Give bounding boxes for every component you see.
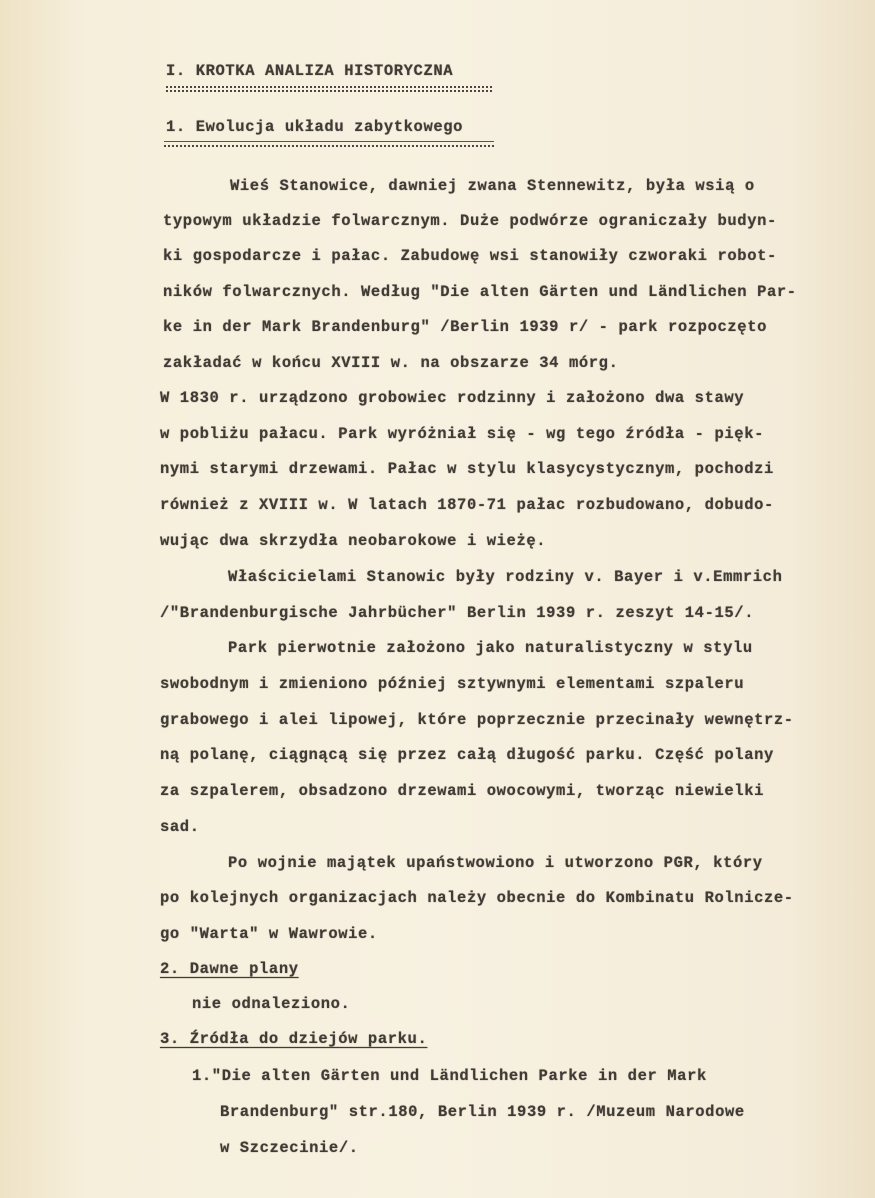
paragraph-line: w pobliżu pałacu. Park wyróżniał się - wg tego źródła - pięk- <box>160 425 764 443</box>
paragraph-line: Właścicielami Stanowic były rodziny v. Bayer i v.Emmrich <box>228 568 783 586</box>
paragraph-line: również z XVIII w. W latach 1870-71 pałac rozbudowano, dobudo- <box>160 496 774 514</box>
paragraph-line: Po wojnie majątek upaństwowiono i utworzono PGR, który <box>228 854 763 872</box>
chapter-heading-double-underline <box>166 90 492 92</box>
chapter-heading: I. KROTKA ANALIZA HISTORYCZNA <box>166 62 454 80</box>
paragraph-line: sad. <box>160 818 200 836</box>
section-heading-3: 3. Źródła do dziejów parku. <box>160 1030 428 1048</box>
source-line: 1."Die alten Gärten und Ländlichen Parke in der Mark <box>192 1067 707 1085</box>
paragraph-line: zakładać w końcu XVIII w. na obszarze 34 mórg. <box>163 354 619 372</box>
paragraph-line: za szpalerem, obsadzono drzewami owocowymi, tworząc niewielki <box>160 782 764 800</box>
paragraph-line: go "Warta" w Wawrowie. <box>160 925 378 943</box>
section-heading: 1. Ewolucja układu zabytkowego <box>166 118 464 136</box>
paragraph-line: swobodnym i zmieniono później sztywnymi elementami szpaleru <box>160 675 745 693</box>
section-heading-underline <box>164 141 494 142</box>
paragraph-line: /"Brandenburgische Jahrbücher" Berlin 1939 r. zeszyt 14-15/. <box>160 604 755 622</box>
paragraph-line: wując dwa skrzydła neobarokowe i wieżę. <box>160 532 547 550</box>
section-heading-underline <box>164 145 494 147</box>
paragraph-line: Park pierwotnie założono jako naturalistyczny w stylu <box>228 639 753 657</box>
paragraph-line: po kolejnych organizacjach należy obecnie do Kombinatu Rolnicze- <box>160 889 794 907</box>
paragraph-line: Wieś Stanowice, dawniej zwana Stennewitz, była wsią o <box>230 177 755 195</box>
paragraph-line: W 1830 r. urządzono grobowiec rodzinny i założono dwa stawy <box>160 389 745 407</box>
paragraph-line: nie odnaleziono. <box>192 995 351 1013</box>
source-line: w Szczecinie/. <box>220 1139 359 1157</box>
paragraph-line: nymi starymi drzewami. Pałac w stylu klasycystycznym, pochodzi <box>160 460 774 478</box>
paragraph-line: typowym układzie folwarcznym. Duże podwórze ograniczały budyn- <box>163 212 777 230</box>
paragraph-line: ną polanę, ciągnącą się przez całą długość parku. Część polany <box>160 746 774 764</box>
paragraph-line: grabowego i alei lipowej, które poprzecznie przecinały wewnętrz- <box>160 711 794 729</box>
chapter-heading-double-underline <box>166 86 492 88</box>
paragraph-line: ke in der Mark Brandenburg" /Berlin 1939 r/ - park rozpoczęto <box>163 318 767 336</box>
paragraph-line: ników folwarcznych. Według "Die alten Gärten und Ländlichen Par- <box>163 283 797 301</box>
section-heading-2: 2. Dawne plany <box>160 960 299 978</box>
paragraph-line: ki gospodarcze i pałac. Zabudowę wsi stanowiły czworaki robot- <box>163 247 777 265</box>
source-line: Brandenburg" str.180, Berlin 1939 r. /Muzeum Narodowe <box>220 1103 745 1121</box>
